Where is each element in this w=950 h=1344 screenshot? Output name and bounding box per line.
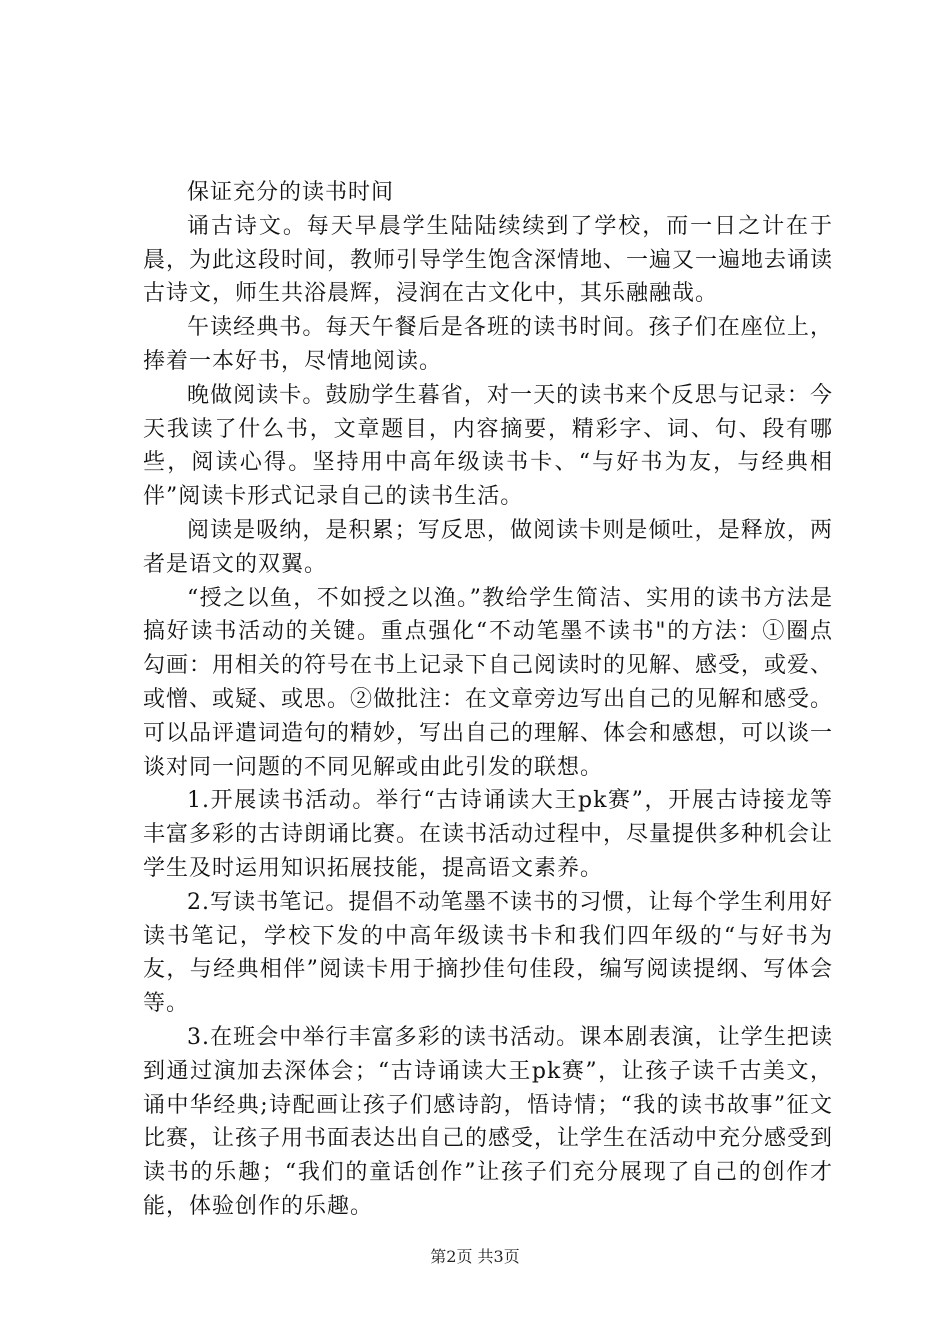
paragraph-reading-reflection: 阅读是吸纳，是积累；写反思，做阅读卡则是倾吐，是释放，两者是语文的双翼。: [143, 517, 833, 577]
paragraph-evening-reading-card: 晚做阅读卡。鼓励学生暮省，对一天的读书来个反思与记录：今天我读了什么书，文章题目，内容摘要，精彩字、词、句、段有哪些，阅读心得。坚持用中高年级读书卡、“与好书为友，与经典相伴”阅读卡形式记录自己的读书生活。: [143, 382, 833, 510]
list-item-activity-3: 3.在班会中举行丰富多彩的读书活动。课本剧表演，让学生把读到通过演加去深体会；“古诗诵读大王pk赛”，让孩子读千古美文，诵中华经典;诗配画让孩子们感诗韵，悟诗情；“我的读书故事”征文比赛，让孩子用书面表达出自己的感受，让学生在活动中充分感受到读书的乐趣；“我们的童话创作”让孩子们充分展现了自己的创作才能，体验创作的乐趣。: [143, 1024, 834, 1219]
document-body: [143, 176, 833, 1224]
page-number-footer: 第2页 共3页: [430, 1247, 520, 1266]
paragraph-noon-reading: 午读经典书。每天午餐后是各班的读书时间。孩子们在座位上，捧着一本好书，尽情地阅读。: [143, 315, 833, 374]
paragraph-reading-method: “授之以鱼，不如授之以渔。”教给学生简洁、实用的读书方法是搞好读书活动的关键。重点强化“不动笔墨不读书"的方法：①圈点勾画：用相关的符号在书上记录下自己阅读时的见解、感受，或爱、或憎、或疑、或思。②做批注：在文章旁边写出自己的见解和感受。可以品评遣词造句的精妙，写出自己的理解、体会和感想，可以谈一谈对同一问题的不同见解或由此引发的联想。: [143, 585, 834, 780]
paragraph-morning-recitation: 诵古诗文。每天早晨学生陆陆续续到了学校，而一日之计在于晨，为此这段时间，教师引导学生饱含深情地、一遍又一遍地去诵读古诗文，师生共浴晨辉，浸润在古文化中，其乐融融哉。: [143, 213, 834, 307]
section-heading: 保证充分的读书时间: [187, 180, 395, 205]
list-item-activity-1: 1.开展读书活动。举行“古诗诵读大王pk赛”，开展古诗接龙等丰富多彩的古诗朗诵比赛。在读书活动过程中，尽量提供多种机会让学生及时运用知识拓展技能，提高语文素养。: [143, 788, 834, 881]
list-item-activity-2: 2.写读书笔记。提倡不动笔墨不读书的习惯，让每个学生利用好读书笔记，学校下发的中高年级读书卡和我们四年级的“与好书为友，与经典相伴”阅读卡用于摘抄佳句佳段，编写阅读提纲、写体会等。: [143, 889, 833, 1017]
